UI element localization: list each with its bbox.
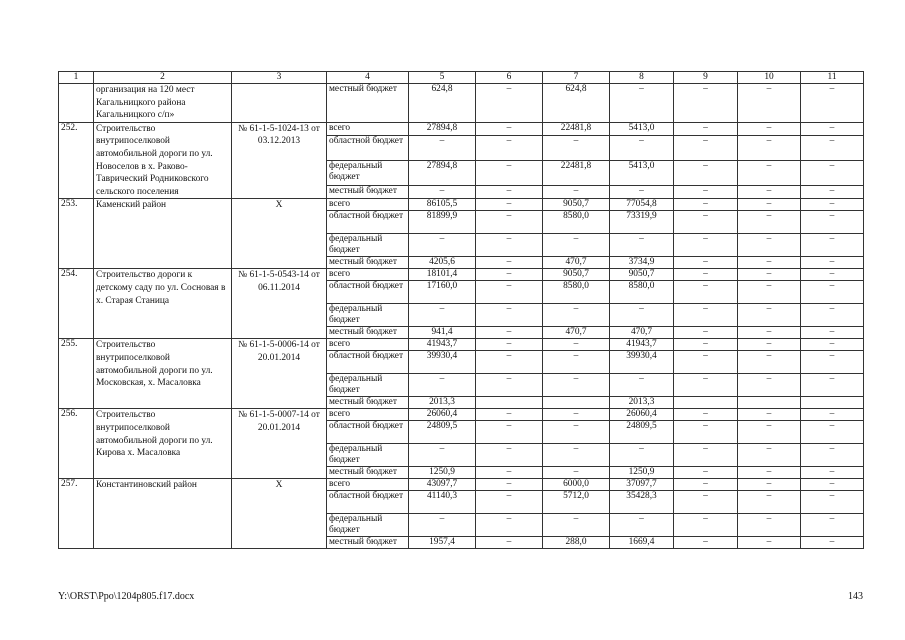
value-cell: – <box>476 374 543 397</box>
value-cell: – <box>610 84 674 123</box>
value-cell: 37097,7 <box>610 479 674 491</box>
file-path: Y:\ORST\Ppo\1204p805.f17.docx <box>58 591 195 602</box>
value-cell: 77054,8 <box>610 199 674 211</box>
value-cell: – <box>409 444 476 467</box>
value-cell: – <box>674 514 738 537</box>
object-name: Строительство внутрипоселковой автомобильной дороги по ул. Московская, х. Масаловка <box>94 339 232 409</box>
value-cell: – <box>674 421 738 444</box>
value-cell: 1250,9 <box>409 467 476 479</box>
value-cell: – <box>801 351 864 374</box>
value-cell: – <box>476 122 543 135</box>
value-cell: – <box>801 409 864 421</box>
value-cell: – <box>674 161 738 186</box>
row-number: 257. <box>59 479 94 549</box>
object-name: Строительство дороги к детскому саду по ул. Сосновая в х. Старая Станица <box>94 269 232 339</box>
row-number: 252. <box>59 122 94 199</box>
value-cell: – <box>738 269 801 281</box>
value-cell: 6000,0 <box>543 479 610 491</box>
funding-source: областной бюджет <box>327 351 409 374</box>
value-cell: – <box>409 304 476 327</box>
value-cell: 5712,0 <box>543 491 610 514</box>
value-cell: 27894,8 <box>409 161 476 186</box>
value-cell: – <box>543 444 610 467</box>
value-cell: – <box>738 122 801 135</box>
value-cell: 1669,4 <box>610 537 674 549</box>
value-cell: 1250,9 <box>610 467 674 479</box>
value-cell: – <box>801 339 864 351</box>
value-cell: – <box>543 374 610 397</box>
column-number-header: 6 <box>476 72 543 84</box>
funding-source: местный бюджет <box>327 257 409 269</box>
value-cell: 8580,0 <box>543 211 610 234</box>
row-number: 256. <box>59 409 94 479</box>
value-cell <box>476 397 543 409</box>
funding-source: федеральный бюджет <box>327 374 409 397</box>
value-cell: – <box>674 479 738 491</box>
funding-source: областной бюджет <box>327 421 409 444</box>
column-number-header: 8 <box>610 72 674 84</box>
column-number-header: 7 <box>543 72 610 84</box>
value-cell: – <box>801 199 864 211</box>
value-cell: – <box>674 122 738 135</box>
value-cell: 73319,9 <box>610 211 674 234</box>
document-number <box>232 84 327 123</box>
value-cell: – <box>801 234 864 257</box>
value-cell: 86105,5 <box>409 199 476 211</box>
value-cell: 8580,0 <box>543 281 610 304</box>
value-cell: – <box>801 304 864 327</box>
value-cell: – <box>801 537 864 549</box>
column-number-header: 9 <box>674 72 738 84</box>
value-cell: 1957,4 <box>409 537 476 549</box>
table-row <box>59 199 864 211</box>
budget-table <box>58 71 864 549</box>
funding-source: местный бюджет <box>327 327 409 339</box>
value-cell: – <box>610 234 674 257</box>
funding-source: федеральный бюджет <box>327 444 409 467</box>
value-cell: – <box>801 161 864 186</box>
document-number: № 61-1-5-0543-14 от 06.11.2014 <box>232 269 327 339</box>
value-cell: – <box>674 199 738 211</box>
value-cell: 2013,3 <box>610 397 674 409</box>
document-number: Х <box>232 199 327 269</box>
value-cell: – <box>476 269 543 281</box>
funding-source: местный бюджет <box>327 397 409 409</box>
row-number: 255. <box>59 339 94 409</box>
object-name: Строительство внутрипоселковой автомобильной дороги по ул. Кирова х. Масаловка <box>94 409 232 479</box>
value-cell: – <box>738 161 801 186</box>
funding-source: федеральный бюджет <box>327 304 409 327</box>
column-number-header: 3 <box>232 72 327 84</box>
value-cell: – <box>476 421 543 444</box>
value-cell: – <box>674 135 738 160</box>
value-cell: – <box>543 234 610 257</box>
value-cell: – <box>738 409 801 421</box>
value-cell: – <box>801 514 864 537</box>
value-cell: 624,8 <box>543 84 610 123</box>
value-cell: – <box>801 257 864 269</box>
value-cell: – <box>543 339 610 351</box>
value-cell: – <box>674 304 738 327</box>
value-cell: – <box>674 269 738 281</box>
value-cell: – <box>476 211 543 234</box>
row-number: 254. <box>59 269 94 339</box>
funding-source: федеральный бюджет <box>327 514 409 537</box>
value-cell: 470,7 <box>543 257 610 269</box>
value-cell: 22481,8 <box>543 161 610 186</box>
value-cell: – <box>801 122 864 135</box>
value-cell: – <box>476 135 543 160</box>
value-cell: – <box>801 374 864 397</box>
funding-source: местный бюджет <box>327 84 409 123</box>
value-cell: – <box>610 135 674 160</box>
value-cell: – <box>738 351 801 374</box>
value-cell: – <box>409 514 476 537</box>
funding-source: областной бюджет <box>327 491 409 514</box>
value-cell: – <box>738 374 801 397</box>
page-number: 143 <box>848 591 863 602</box>
value-cell: – <box>738 304 801 327</box>
value-cell: – <box>674 491 738 514</box>
value-cell: – <box>674 339 738 351</box>
value-cell: – <box>674 281 738 304</box>
value-cell: – <box>476 351 543 374</box>
value-cell: – <box>476 327 543 339</box>
object-name: Строительство внутрипоселковой автомобильной дороги по ул. Новоселов в х. Раково-Таврический Родниковского сельского поселения <box>94 122 232 199</box>
value-cell: – <box>738 327 801 339</box>
value-cell: 18101,4 <box>409 269 476 281</box>
value-cell: 35428,3 <box>610 491 674 514</box>
funding-source: местный бюджет <box>327 467 409 479</box>
object-name: организация на 120 мест Кагальницкого района Кагальницкого с/п» <box>94 84 232 123</box>
value-cell: 470,7 <box>610 327 674 339</box>
value-cell: – <box>674 444 738 467</box>
funding-source: всего <box>327 339 409 351</box>
value-cell: – <box>674 84 738 123</box>
value-cell: – <box>674 374 738 397</box>
value-cell: – <box>801 84 864 123</box>
value-cell: – <box>674 409 738 421</box>
value-cell: 2013,3 <box>409 397 476 409</box>
value-cell: – <box>738 135 801 160</box>
value-cell: – <box>476 161 543 186</box>
value-cell: 24809,5 <box>610 421 674 444</box>
value-cell: – <box>674 186 738 199</box>
funding-source: областной бюджет <box>327 135 409 160</box>
value-cell: – <box>738 281 801 304</box>
value-cell: – <box>674 351 738 374</box>
table-row <box>59 339 864 351</box>
value-cell: – <box>801 186 864 199</box>
value-cell: 27894,8 <box>409 122 476 135</box>
value-cell: – <box>674 234 738 257</box>
value-cell: 8580,0 <box>610 281 674 304</box>
value-cell: 41140,3 <box>409 491 476 514</box>
value-cell: – <box>543 409 610 421</box>
value-cell: – <box>738 537 801 549</box>
value-cell: 4205,6 <box>409 257 476 269</box>
value-cell: 17160,0 <box>409 281 476 304</box>
value-cell: – <box>476 479 543 491</box>
value-cell: – <box>476 537 543 549</box>
value-cell: – <box>543 467 610 479</box>
value-cell: 81899,9 <box>409 211 476 234</box>
column-number-header: 2 <box>94 72 232 84</box>
funding-source: федеральный бюджет <box>327 161 409 186</box>
value-cell <box>543 397 610 409</box>
value-cell: 39930,4 <box>409 351 476 374</box>
funding-source: всего <box>327 479 409 491</box>
table-body <box>59 84 864 549</box>
value-cell: – <box>801 444 864 467</box>
column-number-header: 1 <box>59 72 94 84</box>
value-cell: – <box>738 186 801 199</box>
value-cell: 9050,7 <box>543 269 610 281</box>
value-cell: – <box>801 135 864 160</box>
value-cell: – <box>738 339 801 351</box>
value-cell: – <box>674 211 738 234</box>
value-cell: 39930,4 <box>610 351 674 374</box>
value-cell: – <box>409 135 476 160</box>
funding-source: местный бюджет <box>327 537 409 549</box>
value-cell: – <box>476 339 543 351</box>
value-cell: – <box>801 211 864 234</box>
value-cell: 9050,7 <box>543 199 610 211</box>
column-number-header: 5 <box>409 72 476 84</box>
value-cell: – <box>738 84 801 123</box>
row-number <box>59 84 94 123</box>
value-cell: – <box>409 234 476 257</box>
value-cell: – <box>476 467 543 479</box>
value-cell: – <box>543 514 610 537</box>
value-cell: – <box>674 327 738 339</box>
value-cell: – <box>476 199 543 211</box>
value-cell: – <box>801 327 864 339</box>
value-cell: 624,8 <box>409 84 476 123</box>
value-cell: 26060,4 <box>610 409 674 421</box>
value-cell: – <box>476 514 543 537</box>
value-cell: – <box>674 467 738 479</box>
value-cell: – <box>738 257 801 269</box>
value-cell: – <box>738 234 801 257</box>
value-cell: – <box>476 257 543 269</box>
value-cell: – <box>674 257 738 269</box>
funding-source: всего <box>327 409 409 421</box>
row-number: 253. <box>59 199 94 269</box>
value-cell: – <box>801 479 864 491</box>
value-cell: – <box>801 269 864 281</box>
value-cell: 41943,7 <box>409 339 476 351</box>
value-cell: – <box>738 444 801 467</box>
value-cell: – <box>738 479 801 491</box>
value-cell: – <box>610 186 674 199</box>
value-cell: – <box>476 491 543 514</box>
value-cell: – <box>476 444 543 467</box>
value-cell: – <box>674 537 738 549</box>
value-cell: – <box>738 467 801 479</box>
value-cell: 5413,0 <box>610 161 674 186</box>
funding-source: всего <box>327 199 409 211</box>
value-cell: – <box>476 281 543 304</box>
funding-source: местный бюджет <box>327 186 409 199</box>
value-cell: – <box>801 491 864 514</box>
value-cell: – <box>476 409 543 421</box>
value-cell <box>801 397 864 409</box>
value-cell: – <box>476 234 543 257</box>
value-cell: 22481,8 <box>543 122 610 135</box>
value-cell: 24809,5 <box>409 421 476 444</box>
value-cell: – <box>801 421 864 444</box>
funding-source: всего <box>327 269 409 281</box>
value-cell: – <box>801 281 864 304</box>
value-cell: 5413,0 <box>610 122 674 135</box>
funding-source: федеральный бюджет <box>327 234 409 257</box>
table-row <box>59 269 864 281</box>
value-cell: – <box>738 514 801 537</box>
value-cell: – <box>543 421 610 444</box>
table-row <box>59 122 864 135</box>
value-cell: 41943,7 <box>610 339 674 351</box>
table-row <box>59 479 864 491</box>
value-cell: – <box>409 186 476 199</box>
table-row <box>59 409 864 421</box>
value-cell: 941,4 <box>409 327 476 339</box>
value-cell: – <box>476 84 543 123</box>
value-cell: 9050,7 <box>610 269 674 281</box>
value-cell <box>674 397 738 409</box>
table-row <box>59 84 864 123</box>
object-name: Каменский район <box>94 199 232 269</box>
value-cell: – <box>610 374 674 397</box>
value-cell: 26060,4 <box>409 409 476 421</box>
value-cell: – <box>543 135 610 160</box>
column-number-header: 11 <box>801 72 864 84</box>
document-number: Х <box>232 479 327 549</box>
object-name: Константиновский район <box>94 479 232 549</box>
funding-source: всего <box>327 122 409 135</box>
value-cell: – <box>738 199 801 211</box>
value-cell: – <box>476 304 543 327</box>
document-number: № 61-1-5-1024-13 от 03.12.2013 <box>232 122 327 199</box>
funding-source: областной бюджет <box>327 281 409 304</box>
column-number-row <box>59 72 864 84</box>
column-number-header: 4 <box>327 72 409 84</box>
value-cell: – <box>610 304 674 327</box>
value-cell: – <box>409 374 476 397</box>
value-cell: – <box>738 421 801 444</box>
value-cell <box>738 397 801 409</box>
value-cell: 3734,9 <box>610 257 674 269</box>
value-cell: – <box>610 514 674 537</box>
value-cell: – <box>738 211 801 234</box>
value-cell: – <box>801 467 864 479</box>
value-cell: – <box>476 186 543 199</box>
document-number: № 61-1-5-0006-14 от 20.01.2014 <box>232 339 327 409</box>
document-number: № 61-1-5-0007-14 от 20.01.2014 <box>232 409 327 479</box>
value-cell: – <box>543 351 610 374</box>
value-cell: – <box>610 444 674 467</box>
value-cell: – <box>543 304 610 327</box>
value-cell: – <box>543 186 610 199</box>
column-number-header: 10 <box>738 72 801 84</box>
value-cell: 288,0 <box>543 537 610 549</box>
value-cell: – <box>738 491 801 514</box>
value-cell: 43097,7 <box>409 479 476 491</box>
funding-source: областной бюджет <box>327 211 409 234</box>
value-cell: 470,7 <box>543 327 610 339</box>
